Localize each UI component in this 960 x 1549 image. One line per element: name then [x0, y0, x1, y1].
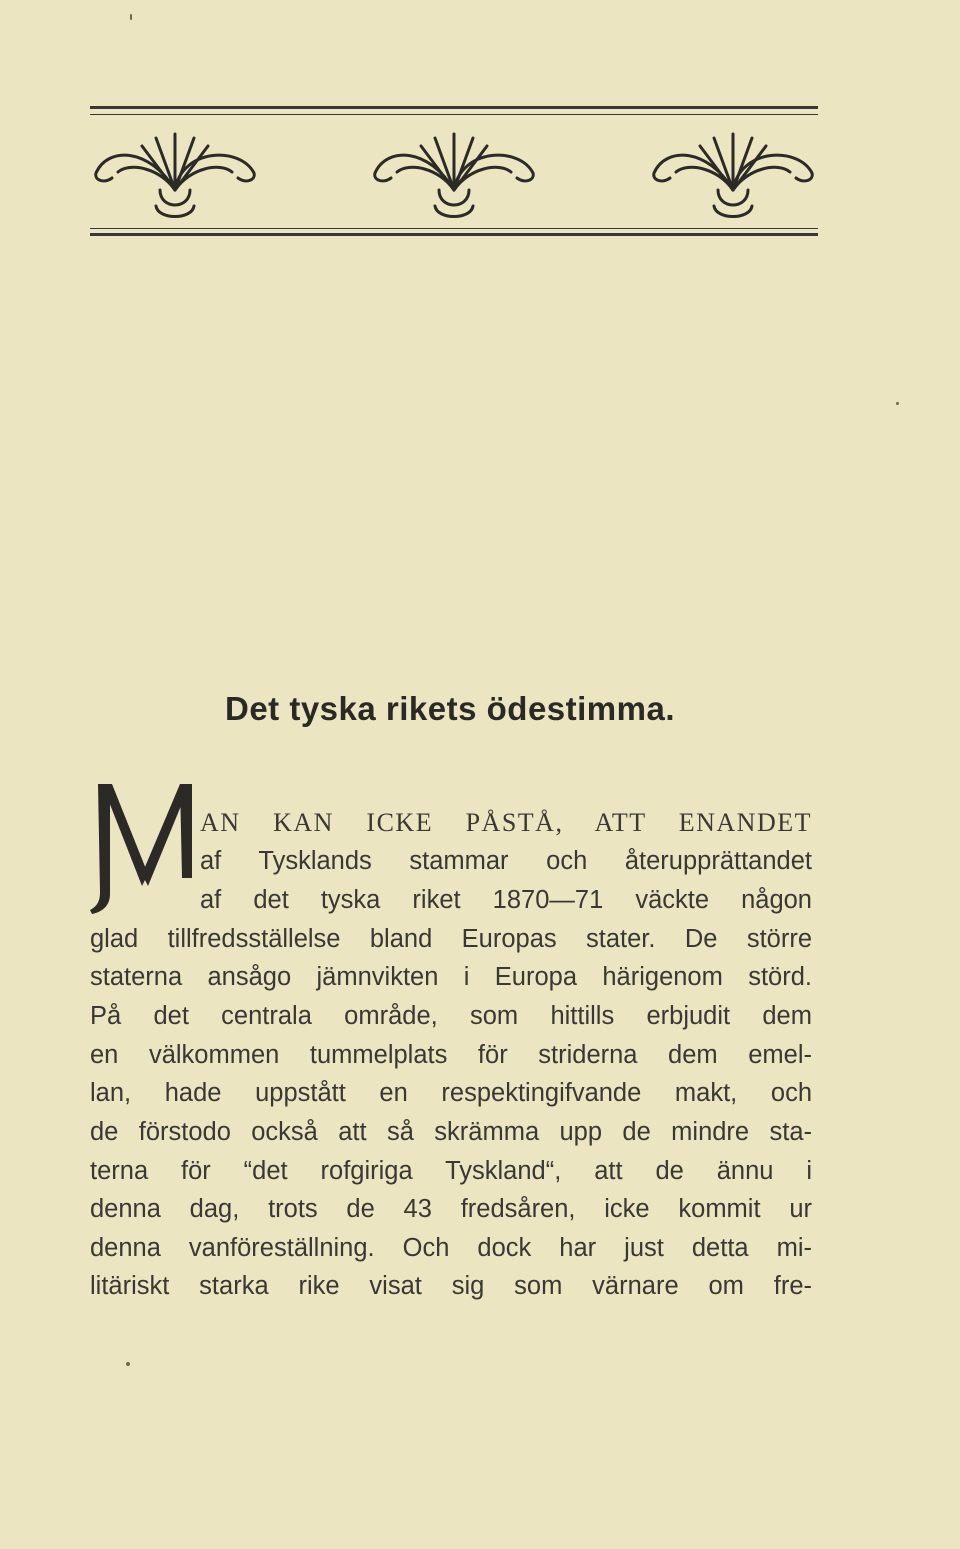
text-line: glad tillfredsställelse bland Europas stater. De större [90, 925, 812, 953]
chapter-title: Det tyska rikets ödestimma. [224, 690, 676, 727]
text-line: terna för “det rofgiriga Tyskland“, att de ännu i [90, 1157, 812, 1185]
fan-palmette-ornament-icon [90, 128, 260, 226]
top-rule-thin [90, 114, 818, 115]
paper-speck [130, 14, 132, 20]
text-line: På det centrala område, som hittills erbjudit dem [90, 1002, 812, 1030]
text-line: en välkommen tummelplats för striderna dem emel- [90, 1041, 812, 1069]
top-rule-thick [90, 106, 818, 109]
text-line: litäriskt starka rike visat sig som värnare om fre- [90, 1272, 812, 1300]
bottom-rule-thin [90, 228, 818, 229]
paper-speck [896, 402, 899, 405]
paper-speck [126, 1362, 130, 1366]
text-line: af Tysklands stammar och återupprättandet [200, 847, 812, 875]
text-line: de förstodo också att så skrämma upp de mindre sta- [90, 1118, 812, 1146]
drop-cap-m [88, 774, 202, 916]
fan-palmette-ornament-icon [369, 128, 539, 226]
ornament-row [90, 128, 818, 226]
text-line: lan, hade uppstått en respektingifvande makt, och [90, 1079, 812, 1107]
text-line: af det tyska riket 1870—71 väckte någon [200, 886, 812, 914]
bottom-rule-thick [90, 233, 818, 236]
text-line: denna vanföreställning. Och dock har just detta mi- [90, 1234, 812, 1262]
text-line: staterna ansågo jämnvikten i Europa härigenom störd. [90, 963, 812, 991]
text-line: denna dag, trots de 43 fredsåren, icke kommit ur [90, 1195, 812, 1223]
fan-palmette-ornament-icon [648, 128, 818, 226]
text-line: AN KAN ICKE PÅSTÅ, ATT ENANDET [200, 808, 812, 837]
